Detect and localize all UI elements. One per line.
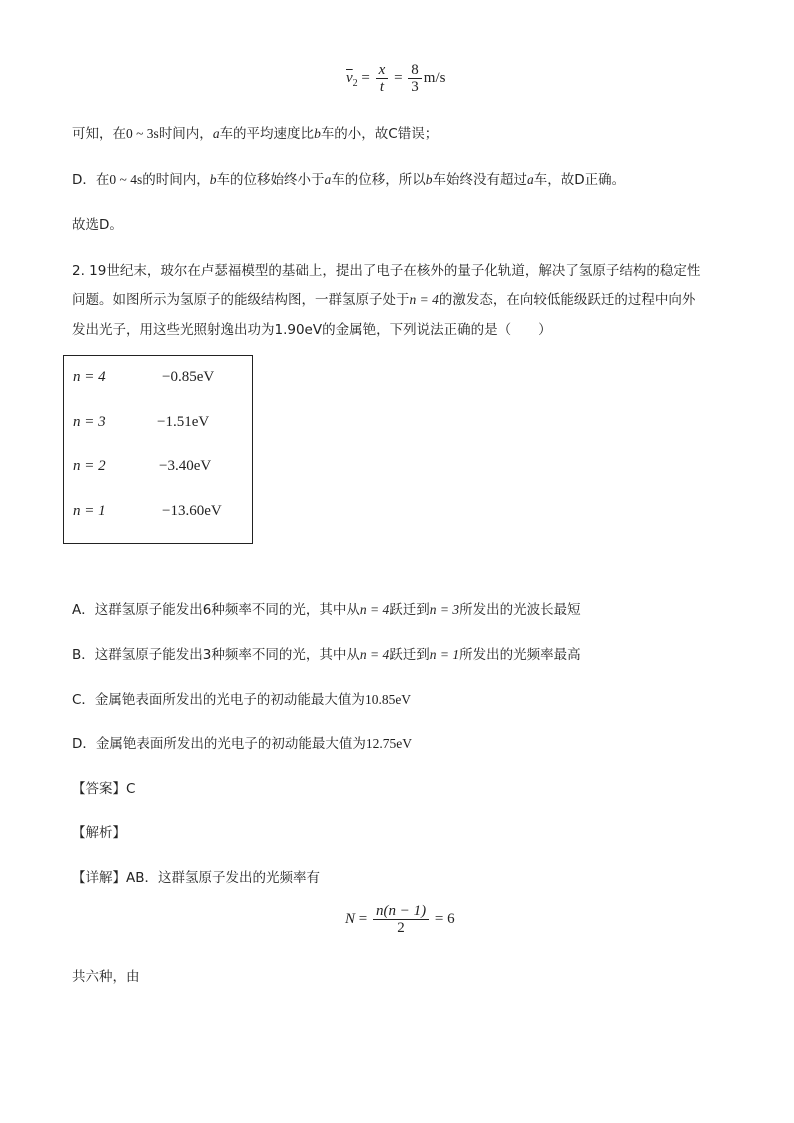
level-n2: n = 2 (73, 458, 106, 474)
level-n-label (73, 503, 106, 520)
text: 车的小，故C错误； (320, 126, 439, 142)
formula-result: 6 (447, 910, 455, 927)
formula-count (345, 903, 455, 936)
level-energy: −13.60eV (162, 503, 222, 519)
last-line: 共六种，由 (72, 969, 140, 985)
fraction-numerator: n(n − 1) (373, 903, 429, 920)
question-line-3: 发出光子，用这些光照射逸出功为1.90eV的金属铯，下列说法正确的是（ ） (72, 322, 552, 338)
var-b: b (209, 172, 217, 187)
option-d (72, 732, 412, 752)
text: A．这群氢原子能发出6种频率不同的光，其中从 (72, 602, 360, 618)
fraction-numerator: x (376, 62, 389, 79)
text: B．这群氢原子能发出3种频率不同的光，其中从 (72, 647, 360, 663)
var-a: a (526, 172, 534, 187)
text: 所发出的光波长最短 (459, 602, 581, 618)
formula-equals: = (358, 910, 368, 927)
var-b: b (314, 126, 321, 141)
fraction-x-over-t (376, 62, 389, 95)
var-a: a (212, 126, 220, 141)
fraction-count (373, 903, 429, 936)
fraction-denominator: t (379, 79, 385, 95)
formula-average-velocity (346, 62, 445, 95)
fraction-numerator: 8 (408, 62, 422, 79)
text: 车的位移，所以 (331, 172, 426, 188)
level-n-label (73, 458, 106, 475)
choose-d-line: 故选D。 (72, 217, 123, 233)
text: 车的平均速度比 (219, 126, 315, 142)
level-n4: n = 4 (73, 369, 106, 385)
level-n-label (73, 414, 106, 431)
analysis-line: 【解析】 (72, 825, 126, 841)
level-n-label (73, 369, 106, 386)
level-energy: −1.51eV (157, 414, 210, 430)
text: 车，故D正确。 (533, 172, 626, 188)
conclusion-d-line (72, 168, 625, 188)
text: 的时间内， (142, 172, 210, 188)
detail-line: 【详解】AB．这群氢原子发出的光频率有 (72, 870, 320, 886)
n-value: n = 4 (359, 647, 390, 662)
text: 车始终没有超过 (432, 172, 527, 188)
time-range: 0 ~ 3s (126, 126, 159, 141)
var-b: b (425, 172, 433, 187)
var-a: a (324, 172, 332, 187)
answer-line: 【答案】C (72, 781, 136, 797)
formula-n-symbol: N (345, 910, 356, 927)
value: 10.85eV (364, 692, 412, 707)
text: 时间内， (158, 126, 213, 142)
conclusion-c-line (72, 122, 438, 142)
formula-v-subscript: 2 (352, 77, 358, 89)
text: D．金属铯表面所发出的光电子的初动能最大值为 (72, 736, 366, 752)
formula-equals: = (361, 69, 370, 86)
value: 12.75eV (365, 736, 413, 751)
level-n3: n = 3 (73, 414, 106, 430)
n-value: n = 4 (359, 602, 390, 617)
fraction-8-over-3 (408, 62, 422, 95)
option-a (72, 598, 581, 618)
text: 跃迁到 (389, 602, 430, 618)
formula-equals: = (394, 69, 403, 86)
level-n1: n = 1 (73, 503, 106, 519)
question-line-2 (72, 288, 695, 308)
fraction-denominator: 3 (411, 79, 419, 95)
formula-equals: = (434, 910, 444, 927)
n-value: n = 1 (429, 647, 460, 662)
text: 问题。如图所示为氢原子的能级结构图，一群氢原子处于 (72, 292, 410, 308)
question-line-1: 2. 19世纪末，玻尔在卢瑟福模型的基础上，提出了电子在核外的量子化轨道，解决了氢原子结构的稳定性 (72, 263, 701, 279)
n-value: n = 3 (429, 602, 460, 617)
energy-level-diagram (63, 355, 253, 544)
text: 所发出的光频率最高 (459, 647, 581, 663)
n-value: n = 4 (409, 292, 439, 307)
level-energy: −0.85eV (162, 369, 215, 385)
option-b (72, 643, 581, 663)
formula-unit: m/s (423, 69, 446, 86)
text: 跃迁到 (389, 647, 430, 663)
text: 车的位移始终小于 (216, 172, 325, 188)
text: C．金属铯表面所发出的光电子的初动能最大值为 (72, 692, 365, 708)
text: D．在 (72, 172, 110, 188)
text: 的激发态，在向较低能级跃迁的过程中向外 (438, 292, 696, 308)
time-range: 0 ~ 4s (109, 172, 143, 187)
formula-v-symbol: $\overline{v}$ (346, 69, 353, 86)
level-energy: −3.40eV (159, 458, 212, 474)
fraction-denominator: 2 (397, 920, 405, 936)
text: 可知，在 (72, 126, 126, 142)
option-c (72, 688, 411, 708)
